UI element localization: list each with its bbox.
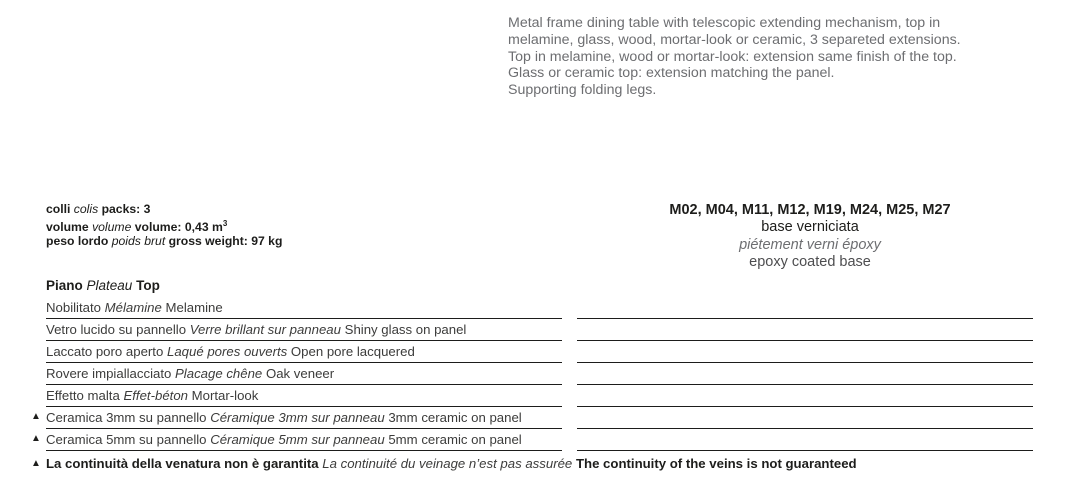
description-line: Metal frame dining table with telescopic extending mechanism, top in [508,15,941,31]
table-row [0,341,1075,363]
weight-line: peso lordo poids brut gross weight: 97 kg [46,233,283,248]
top-option-label: Ceramica 5mm su pannello Céramique 5mm sur panneau 5mm ceramic on panel [46,432,562,451]
product-description [508,15,1048,99]
top-option-blank-cell [577,366,1033,385]
table-row [0,407,1075,429]
triangle-icon: ▲ [31,433,41,444]
top-option-blank-cell [577,432,1033,451]
top-option-blank-cell [577,388,1033,407]
top-section-title: Piano Plateau Top [46,278,160,293]
top-option-label: Laccato poro aperto Laqué pores ouverts Open pore lacquered [46,344,562,363]
base-finish [600,201,1020,272]
finish-it: base verniciata [761,219,859,235]
table-row [0,429,1075,451]
top-option-label: Nobilitato Mélamine Melamine [46,300,562,319]
top-option-label: Vetro lucido su pannello Verre brillant sur panneau Shiny glass on panel [46,322,562,341]
finish-codes: M02, M04, M11, M12, M19, M24, M25, M27 [669,202,951,218]
volume-line: volume volume volume: 0,43 $m^3$ [46,218,228,234]
top-option-blank-cell [577,300,1033,319]
top-option-label: Effetto malta Effet-béton Mortar-look [46,388,562,407]
top-option-blank-cell [577,410,1033,429]
volume-value: 0,43 m [184,219,223,234]
top-option-label: Ceramica 3mm su pannello Céramique 3mm sur panneau 3mm ceramic on panel [46,410,562,429]
triangle-icon: ▲ [31,458,41,469]
finish-en: epoxy coated base [749,254,871,270]
top-option-blank-cell [577,344,1033,363]
weight-value: 97 kg [251,233,283,248]
top-option-blank-cell [577,322,1033,341]
description-line: Top in melamine, wood or mortar-look: extension same finish of the top. [508,48,957,65]
table-row [0,319,1075,341]
packs-value: 3 [143,202,151,216]
finish-fr: piétement verni époxy [739,236,881,253]
table-row [0,363,1075,385]
description-line: Glass or ceramic top: extension matching the panel. [508,65,835,82]
description-line: Supporting folding legs. [508,82,657,99]
top-option-label: Rovere impiallacciato Placage chêne Oak veneer [46,366,562,385]
packs-line: colli colis packs: 3 [46,202,151,216]
description-line: melamine, glass, wood, mortar-look or ceramic, 3 separeted extensions. [508,31,961,48]
triangle-icon: ▲ [31,411,41,422]
packaging-info [46,203,282,248]
table-row [0,385,1075,407]
table-row [0,297,1075,319]
